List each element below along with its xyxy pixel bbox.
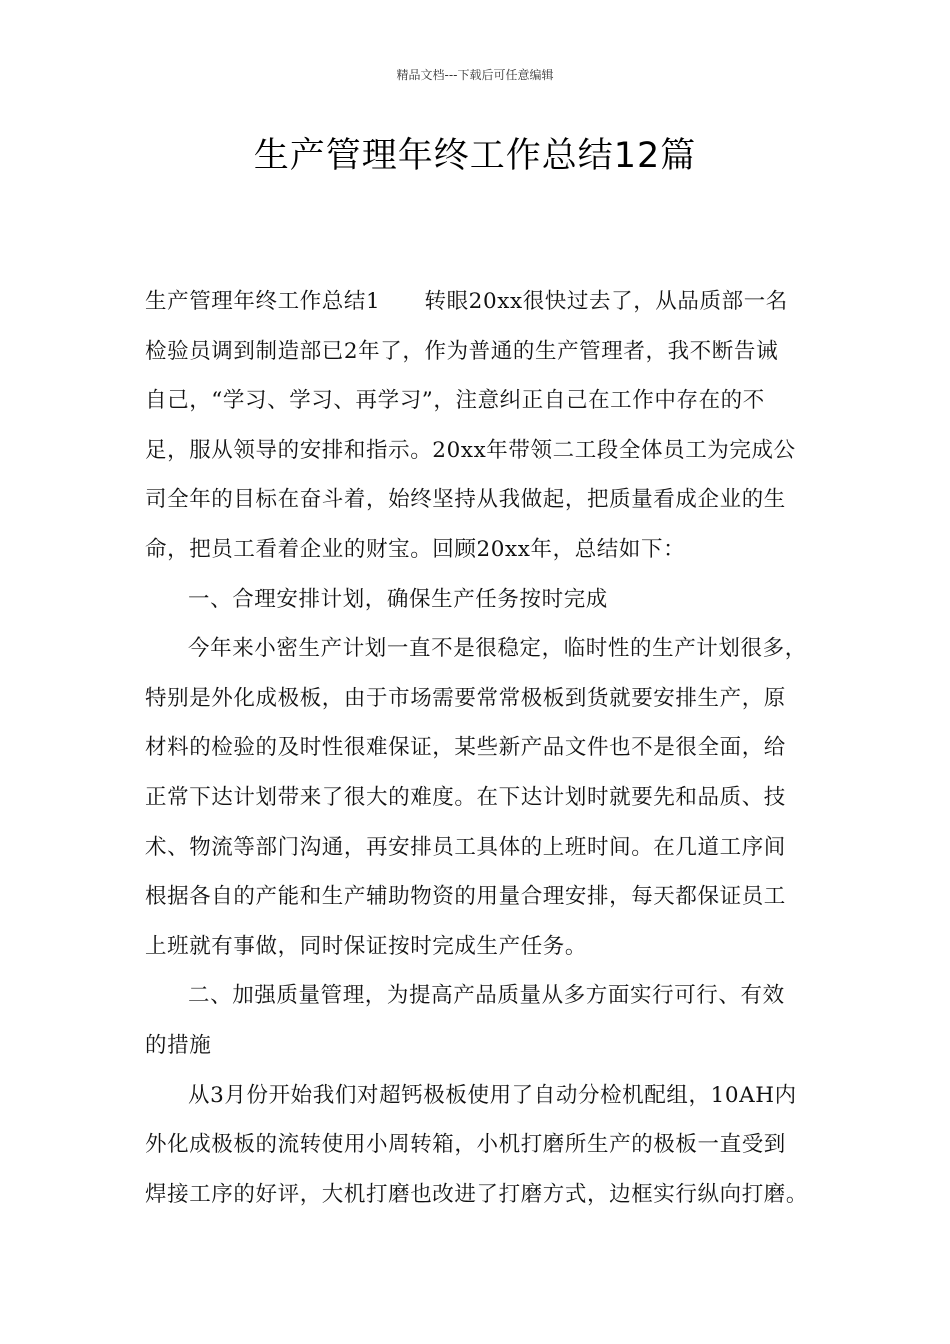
body-line: 司全年的目标在奋斗着，始终坚持从我做起，把质量看成企业的生 xyxy=(145,487,786,513)
body-line: 外化成极板的流转使用小周转箱，小机打磨所生产的极板一直受到 xyxy=(145,1132,786,1158)
body-line: 从3月份开始我们对超钙极板使用了自动分检机配组，10AH内 xyxy=(188,1082,797,1108)
body-line: 材料的检验的及时性很难保证，某些新产品文件也不是很全面，给 xyxy=(145,735,786,761)
header-note: 精品文档---下载后可任意编辑 xyxy=(396,68,554,82)
body-line: 今年来小密生产计划一直不是很稳定，临时性的生产计划很多， xyxy=(188,636,807,662)
body-line: 术、物流等部门沟通，再安排员工具体的上班时间。在几道工序间 xyxy=(145,834,786,860)
body-line: 焊接工序的好评，大机打磨也改进了打磨方式，边框实行纵向打磨。 xyxy=(145,1181,809,1207)
section-heading-1: 一、合理安排计划，确保生产任务按时完成 xyxy=(188,586,608,612)
body-line: 上班就有事做，同时保证按时完成生产任务。 xyxy=(145,933,588,959)
document-body xyxy=(145,282,825,1224)
section-heading-2-continued: 的措施 xyxy=(145,1032,212,1058)
body-line: 特别是外化成极板，由于市场需要常常极板到货就要安排生产，原 xyxy=(145,685,786,711)
body-line: 足，服从领导的安排和指示。20xx年带领二工段全体员工为完成公 xyxy=(145,437,796,463)
body-line: 正常下达计划带来了很大的难度。在下达计划时就要先和品质、技 xyxy=(145,784,786,810)
body-line: 生产管理年终工作总结1 转眼20xx很快过去了，从品质部一名 xyxy=(145,289,788,314)
section-heading-2: 二、加强质量管理，为提高产品质量从多方面实行可行、有效 xyxy=(188,983,785,1009)
body-line: 命，把员工看着企业的财宝。回顾20xx年，总结如下： xyxy=(145,536,686,562)
body-line: 自己，“学习、学习、再学习”，注意纠正自己在工作中存在的不 xyxy=(145,388,765,414)
body-line: 根据各自的产能和生产辅助物资的用量合理安排，每天都保证员工 xyxy=(145,884,786,910)
body-line: 检验员调到制造部已2年了，作为普通的生产管理者，我不断告诫 xyxy=(145,338,779,364)
document-title: 生产管理年终工作总结12篇 xyxy=(253,136,697,176)
